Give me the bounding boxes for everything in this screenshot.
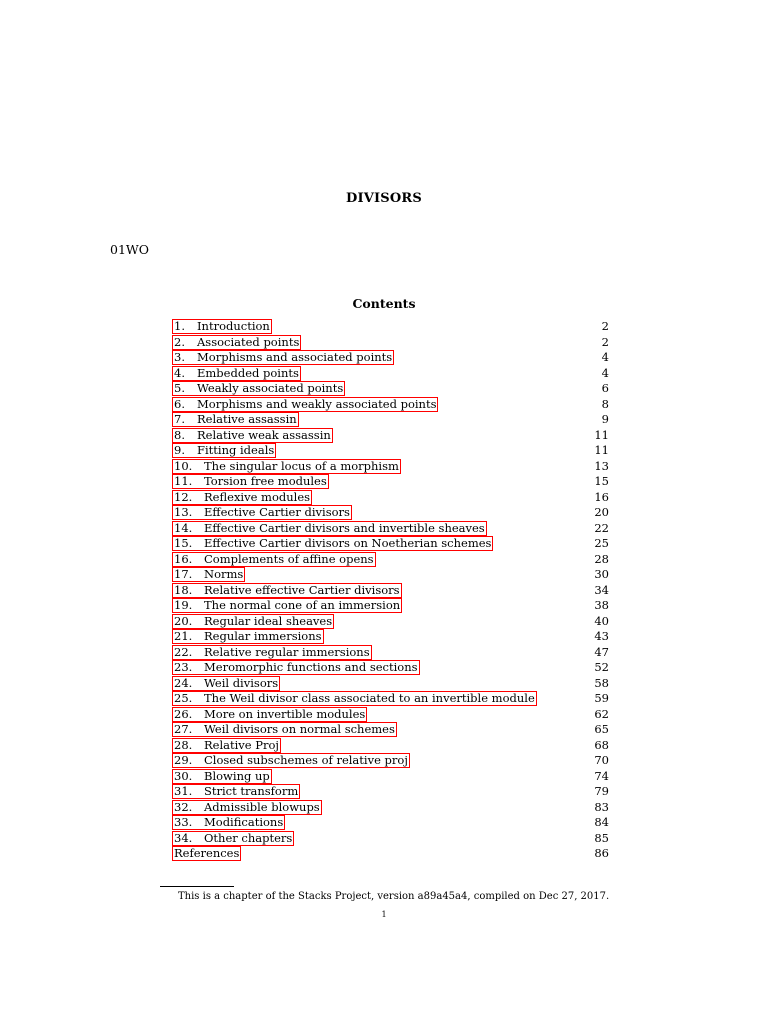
toc-section-title: Embedded points xyxy=(197,365,299,380)
toc-row xyxy=(172,412,609,428)
toc-section-title: Effective Cartier divisors and invertible sheaves xyxy=(204,520,485,535)
toc-page-number: 59 xyxy=(594,691,609,706)
toc-section-title: The Weil divisor class associated to an invertible module xyxy=(204,691,535,706)
toc-page-number: 52 xyxy=(594,660,609,675)
toc-page-number: 28 xyxy=(594,551,609,566)
toc-row xyxy=(172,459,609,475)
toc-section-number: 17. xyxy=(174,567,193,582)
toc-section-number: 12. xyxy=(174,489,193,504)
toc-row xyxy=(172,614,609,630)
toc-section-title: Associated points xyxy=(197,334,300,349)
toc-link[interactable] xyxy=(172,428,333,443)
toc-link[interactable] xyxy=(172,583,402,598)
toc-link[interactable] xyxy=(172,366,301,381)
toc-page-number: 15 xyxy=(594,474,609,489)
toc-section-title: References xyxy=(174,846,240,861)
toc-link[interactable] xyxy=(172,614,334,629)
toc-link[interactable] xyxy=(172,536,493,551)
toc-section-number: 33. xyxy=(174,815,193,830)
toc-link[interactable] xyxy=(172,707,367,722)
toc-link[interactable] xyxy=(172,521,487,536)
toc-page-number: 2 xyxy=(601,334,609,349)
toc-row xyxy=(172,583,609,599)
toc-section-number: 32. xyxy=(174,799,193,814)
toc-page-number: 47 xyxy=(594,644,609,659)
toc-page-number: 9 xyxy=(601,412,609,427)
toc-section-number: 8. xyxy=(174,427,185,442)
toc-row xyxy=(172,536,609,552)
toc-link[interactable] xyxy=(172,846,241,861)
toc-page-number: 20 xyxy=(594,505,609,520)
toc-page-number: 83 xyxy=(594,799,609,814)
toc-row xyxy=(172,660,609,676)
toc-section-number: 29. xyxy=(174,753,193,768)
toc-page-number: 2 xyxy=(601,319,609,334)
toc-link[interactable] xyxy=(172,319,272,334)
toc-section-number: 19. xyxy=(174,598,193,613)
toc-row xyxy=(172,769,609,785)
toc-page-number: 11 xyxy=(594,427,609,442)
toc-section-title: Morphisms and associated points xyxy=(197,350,393,365)
toc-page-number: 16 xyxy=(594,489,609,504)
toc-row xyxy=(172,846,609,862)
toc-section-number: 11. xyxy=(174,474,193,489)
toc-page-number: 38 xyxy=(594,598,609,613)
toc-link[interactable] xyxy=(172,753,410,768)
toc-page-number: 11 xyxy=(594,443,609,458)
toc-section-number: 2. xyxy=(174,334,185,349)
toc-link[interactable] xyxy=(172,350,394,365)
page-number: 1 xyxy=(381,910,387,919)
toc-row xyxy=(172,629,609,645)
toc-row xyxy=(172,366,609,382)
toc-page-number: 30 xyxy=(594,567,609,582)
toc-section-title: Morphisms and weakly associated points xyxy=(197,396,437,411)
toc-link[interactable] xyxy=(172,459,401,474)
footnote-rule xyxy=(160,886,234,887)
toc-section-number: 18. xyxy=(174,582,193,597)
toc-section-title: Effective Cartier divisors xyxy=(204,505,350,520)
toc-section-title: Admissible blowups xyxy=(204,799,320,814)
toc-section-number: 14. xyxy=(174,520,193,535)
toc-section-title: Regular ideal sheaves xyxy=(204,613,333,628)
toc-page-number: 34 xyxy=(594,582,609,597)
toc-page-number: 22 xyxy=(594,520,609,535)
toc-link[interactable] xyxy=(172,722,397,737)
toc-page-number: 65 xyxy=(594,722,609,737)
toc-row xyxy=(172,474,609,490)
toc-section-title: Norms xyxy=(204,567,244,582)
toc-row xyxy=(172,815,609,831)
toc-link[interactable] xyxy=(172,567,245,582)
toc-section-number: 28. xyxy=(174,737,193,752)
toc-row xyxy=(172,722,609,738)
toc-link[interactable] xyxy=(172,552,376,567)
toc-section-number: 5. xyxy=(174,381,185,396)
toc-link[interactable] xyxy=(172,490,312,505)
toc-page-number: 70 xyxy=(594,753,609,768)
toc-section-title: Complements of affine opens xyxy=(204,551,374,566)
toc-page-number: 4 xyxy=(601,350,609,365)
toc-section-number: 22. xyxy=(174,644,193,659)
toc-link[interactable] xyxy=(172,505,352,520)
toc-row xyxy=(172,335,609,351)
toc-page-number: 84 xyxy=(594,815,609,830)
toc-link[interactable] xyxy=(172,769,272,784)
toc-section-title: Modifications xyxy=(204,815,284,830)
toc-link[interactable] xyxy=(172,800,322,815)
toc-row xyxy=(172,831,609,847)
toc-link[interactable] xyxy=(172,335,301,350)
toc-page-number: 58 xyxy=(594,675,609,690)
toc-page-number: 62 xyxy=(594,706,609,721)
toc-link[interactable] xyxy=(172,815,285,830)
toc-section-number: 21. xyxy=(174,629,193,644)
toc-row xyxy=(172,505,609,521)
toc-page-number: 74 xyxy=(594,768,609,783)
toc-section-title: Effective Cartier divisors on Noetherian schemes xyxy=(204,536,492,551)
toc-row xyxy=(172,428,609,444)
toc-row xyxy=(172,552,609,568)
toc-section-number: 13. xyxy=(174,505,193,520)
toc-section-number: 23. xyxy=(174,660,193,675)
toc-section-number: 30. xyxy=(174,768,193,783)
toc-section-title: Relative assassin xyxy=(197,412,297,427)
toc-link[interactable] xyxy=(172,676,280,691)
toc-section-number: 27. xyxy=(174,722,193,737)
toc-row xyxy=(172,676,609,692)
toc-section-title: Weakly associated points xyxy=(197,381,344,396)
toc-section-number: 24. xyxy=(174,675,193,690)
toc-section-title: Fitting ideals xyxy=(197,443,275,458)
chapter-title: DIVISORS xyxy=(345,191,423,206)
toc-section-number: 34. xyxy=(174,830,193,845)
toc-row xyxy=(172,691,609,707)
toc-section-title: Relative regular immersions xyxy=(204,644,370,659)
toc-section-number: 6. xyxy=(174,396,185,411)
toc-page-number: 85 xyxy=(594,830,609,845)
chapter-tag: 01WO xyxy=(110,242,150,257)
toc-row xyxy=(172,381,609,397)
toc-row xyxy=(172,443,609,459)
toc-section-title: Other chapters xyxy=(204,830,293,845)
footnote: This is a chapter of the Stacks Project, version a89a45a4, compiled on Dec 27, 2017. xyxy=(178,891,610,902)
toc-row xyxy=(172,645,609,661)
toc-section-number: 15. xyxy=(174,536,193,551)
toc-section-title: More on invertible modules xyxy=(204,706,366,721)
toc-section-number: 16. xyxy=(174,551,193,566)
toc-section-number: 9. xyxy=(174,443,185,458)
toc-section-number: 10. xyxy=(174,458,193,473)
toc-row xyxy=(172,800,609,816)
toc-section-title: Meromorphic functions and sections xyxy=(204,660,418,675)
toc-link[interactable] xyxy=(172,412,299,427)
toc-row xyxy=(172,521,609,537)
toc-section-number: 31. xyxy=(174,784,193,799)
toc-link[interactable] xyxy=(172,660,420,675)
toc-section-number: 3. xyxy=(174,350,185,365)
toc-link[interactable] xyxy=(172,397,438,412)
table-of-contents xyxy=(172,319,609,862)
toc-row xyxy=(172,738,609,754)
toc-section-title: Regular immersions xyxy=(204,629,322,644)
toc-row xyxy=(172,784,609,800)
toc-link[interactable] xyxy=(172,474,329,489)
toc-section-title: Weil divisors xyxy=(204,675,279,690)
toc-link[interactable] xyxy=(172,598,402,613)
toc-row xyxy=(172,490,609,506)
toc-section-title: Introduction xyxy=(197,319,270,334)
toc-section-title: Relative Proj xyxy=(204,737,279,752)
toc-section-title: Relative effective Cartier divisors xyxy=(204,582,400,597)
toc-section-title: Strict transform xyxy=(204,784,299,799)
toc-page-number: 6 xyxy=(601,381,609,396)
toc-page-number: 40 xyxy=(594,613,609,628)
toc-link[interactable] xyxy=(172,831,294,846)
toc-section-number: 1. xyxy=(174,319,185,334)
toc-section-title: Reflexive modules xyxy=(204,489,311,504)
toc-section-number: 7. xyxy=(174,412,185,427)
toc-link[interactable] xyxy=(172,443,276,458)
toc-row xyxy=(172,397,609,413)
toc-row xyxy=(172,598,609,614)
contents-heading: Contents xyxy=(352,296,416,311)
toc-link[interactable] xyxy=(172,381,345,396)
toc-row xyxy=(172,753,609,769)
toc-page-number: 86 xyxy=(594,846,609,861)
toc-link[interactable] xyxy=(172,645,372,660)
toc-link[interactable] xyxy=(172,784,300,799)
toc-section-title: The singular locus of a morphism xyxy=(204,458,399,473)
toc-section-title: Weil divisors on normal schemes xyxy=(204,722,395,737)
toc-page-number: 43 xyxy=(594,629,609,644)
toc-section-title: Blowing up xyxy=(204,768,270,783)
toc-page-number: 68 xyxy=(594,737,609,752)
toc-section-title: Closed subschemes of relative proj xyxy=(204,753,408,768)
toc-section-number: 25. xyxy=(174,691,193,706)
toc-link[interactable] xyxy=(172,629,324,644)
toc-link[interactable] xyxy=(172,691,537,706)
toc-row xyxy=(172,319,609,335)
toc-page-number: 4 xyxy=(601,365,609,380)
toc-page-number: 79 xyxy=(594,784,609,799)
toc-section-number: 20. xyxy=(174,613,193,628)
toc-section-title: The normal cone of an immersion xyxy=(204,598,401,613)
toc-row xyxy=(172,567,609,583)
toc-section-title: Relative weak assassin xyxy=(197,427,331,442)
toc-page-number: 13 xyxy=(594,458,609,473)
toc-row xyxy=(172,707,609,723)
toc-link[interactable] xyxy=(172,738,281,753)
toc-row xyxy=(172,350,609,366)
toc-section-title: Torsion free modules xyxy=(204,474,327,489)
toc-page-number: 8 xyxy=(601,396,609,411)
toc-page-number: 25 xyxy=(594,536,609,551)
toc-section-number: 4. xyxy=(174,365,185,380)
toc-section-number: 26. xyxy=(174,706,193,721)
